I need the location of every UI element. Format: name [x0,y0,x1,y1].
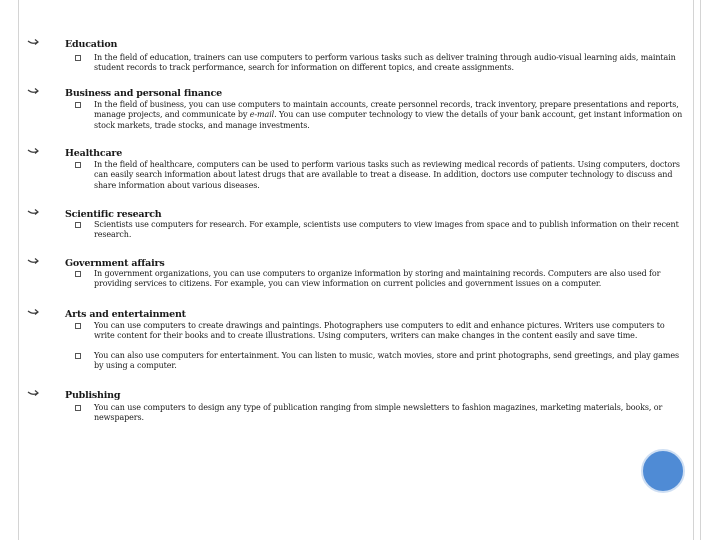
square-bullet-icon [75,405,81,411]
square-bullet-icon [75,102,81,108]
square-bullet-icon [75,353,81,359]
section-heading: Publishing [65,390,121,401]
arrow-bullet-icon [27,388,39,400]
arrow-bullet-icon [27,207,39,219]
arrow-bullet-icon [27,256,39,268]
square-bullet-icon [75,271,81,277]
section-heading: Business and personal finance [65,88,222,99]
decorative-blue-circle [641,449,685,493]
arrow-bullet-icon [27,86,39,98]
section-heading: Education [65,39,118,50]
square-bullet-icon [75,55,81,61]
item-text: You can use computers to create drawings and paintings. Photographers use computers to edit and enhance pictures. Writers use computers to write content for their books and to create illustrations. Using computers, writers can make changes in the content easily and save time. [94,321,665,341]
section-heading: Arts and entertainment [65,309,186,320]
section-heading: Healthcare [65,148,123,159]
arrow-bullet-icon [27,307,39,319]
item-text: In government organizations, you can use computers to organize information by storing and maintaining records. Computers are also used for providing services to citizens. For example, you can view information on current policies and government issues on a computer. [94,269,661,289]
square-bullet-icon [75,162,81,168]
section-heading: Government affairs [65,258,165,269]
arrow-bullet-icon [27,146,39,158]
item-text: In the field of business, you can use computers to maintain accounts, create personnel records, track inventory, prepare presentations and reports, manage projects, and communicate by e-mail. You can use computer technology to view the details of your bank account, get instant information on stock markets, trade stocks, and manage investments. [94,100,683,130]
square-bullet-icon [75,222,81,228]
arrow-bullet-icon [27,37,39,49]
item-text: In the field of healthcare, computers can be used to perform various tasks such as reviewing medical records of patients. Using computers, doctors can easily search information about latest drugs that are available to treat a disease. In addition, doctors use computer technology to discuss and share information about various diseases. [94,160,680,190]
item-text: You can use computers to design any type of publication ranging from simple newsletters to fashion magazines, marketing materials, books, or newspapers. [94,403,663,423]
item-text: You can also use computers for entertainment. You can listen to music, watch movies, store and print photographs, send greetings, and play games by using a computer. [94,351,679,371]
item-text: Scientists use computers for research. For example, scientists use computers to view images from space and to publish information on their recent research. [94,220,679,240]
square-bullet-icon [75,323,81,329]
email-term: e-mail [249,110,275,120]
section-heading: Scientific research [65,209,162,220]
item-text: In the field of education, trainers can use computers to perform various tasks such as deliver training through audio-visual learning aids, maintain student records to track performance, search for information on different topics, and create assignments. [94,53,676,73]
